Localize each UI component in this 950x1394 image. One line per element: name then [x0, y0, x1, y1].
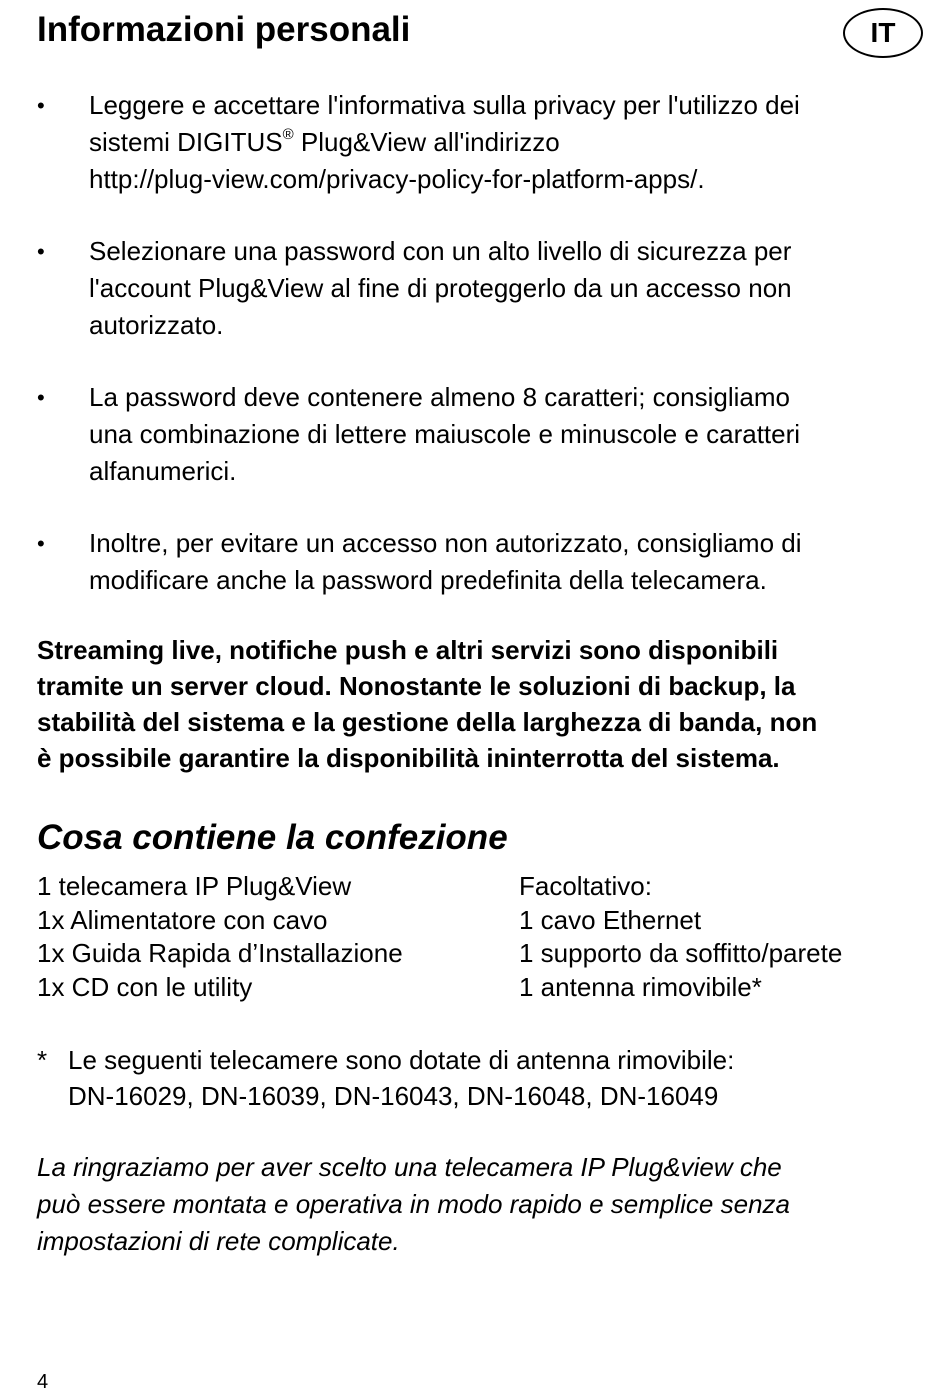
registered-trademark-mark: ®: [282, 126, 294, 143]
bullet-line: Leggere e accettare l'informativa sulla privacy per l'utilizzo dei: [89, 90, 800, 120]
list-item: 1 cavo Ethernet: [519, 904, 702, 935]
bullet-line: La password deve contenere almeno 8 caratteri; consigliamo: [89, 382, 790, 412]
bullet-line-text: Plug&View all'indirizzo: [293, 127, 560, 157]
list-item: 1x CD con le utility: [37, 971, 253, 1002]
notice-line: è possibile garantire la disponibilità ininterrotta del sistema.: [37, 743, 780, 773]
antenna-footnote: [37, 1042, 917, 1114]
list-item: 1x Guida Rapida d’Installazione: [37, 938, 403, 968]
page-title: Informazioni personali: [37, 10, 411, 49]
cloud-service-notice: [37, 632, 917, 776]
thanks-line: impostazioni di rete complicate.: [37, 1226, 400, 1256]
bullet-line-text: sistemi DIGITUS: [89, 127, 283, 157]
list-item: 1 antenna rimovibile*: [519, 971, 762, 1002]
list-item: 1 supporto da soffitto/parete: [519, 938, 843, 968]
privacy-bullet-list: [37, 87, 917, 599]
bullet-line: modificare anche la password predefinita della telecamera.: [89, 565, 767, 595]
notice-line: tramite un server cloud. Nonostante le soluzioni di backup, la: [37, 671, 796, 701]
list-item: 1 telecamera IP Plug&View: [37, 871, 352, 901]
notice-line: Streaming live, notifiche push e altri servizi sono disponibili: [37, 635, 779, 665]
bullet-icon: •: [37, 385, 45, 410]
bullet-line: autorizzato.: [89, 310, 224, 340]
privacy-policy-url: http://plug-view.com/privacy-policy-for-platform-apps/.: [89, 164, 705, 194]
bullet-line: alfanumerici.: [89, 456, 237, 486]
optional-heading: Facoltativo:: [519, 871, 652, 901]
thanks-line: può essere montata e operativa in modo rapido e semplice senza: [37, 1189, 790, 1219]
bullet-icon: •: [37, 239, 45, 264]
bullet-icon: •: [37, 93, 45, 118]
list-item: [37, 87, 917, 198]
package-contents-heading: Cosa contiene la confezione: [37, 818, 508, 857]
thanks-line: La ringraziamo per aver scelto una telecamera IP Plug&view che: [37, 1152, 782, 1182]
page-number: 4: [37, 1371, 49, 1393]
list-item: [37, 233, 917, 344]
thank-you-paragraph: [37, 1149, 917, 1260]
list-item: [37, 525, 917, 599]
notice-line: stabilità del sistema e la gestione della larghezza di banda, non: [37, 707, 818, 737]
language-badge: IT: [843, 8, 923, 58]
list-item: [37, 379, 917, 490]
footnote-marker: *: [37, 1045, 48, 1075]
list-item: 1x Alimentatore con cavo: [37, 904, 328, 935]
footnote-line: Le seguenti telecamere sono dotate di antenna rimovibile:: [68, 1045, 735, 1075]
footnote-line: DN-16029, DN-16039, DN-16043, DN-16048, DN-16049: [68, 1081, 719, 1111]
included-items-list: [37, 870, 507, 1004]
bullet-line: [89, 124, 917, 161]
bullet-line: Selezionare una password con un alto livello di sicurezza per: [89, 236, 792, 266]
bullet-line: l'account Plug&View al fine di proteggerlo da un accesso non: [89, 273, 792, 303]
bullet-line: una combinazione di lettere maiuscole e minuscole e caratteri: [89, 419, 801, 449]
optional-items-list: [519, 870, 929, 1004]
bullet-icon: •: [37, 531, 45, 556]
bullet-line: Inoltre, per evitare un accesso non autorizzato, consigliamo di: [89, 528, 802, 558]
